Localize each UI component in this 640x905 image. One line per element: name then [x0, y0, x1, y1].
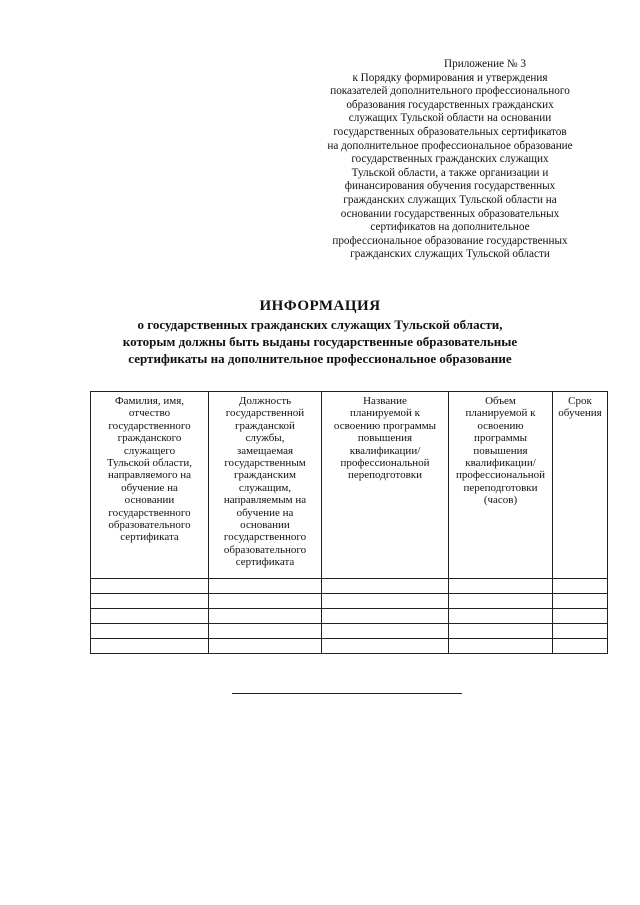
header-line: образовательного [223, 543, 307, 556]
header-line: гражданским [234, 469, 296, 482]
header-line: замещаемая [236, 444, 294, 457]
header-line: обучение на [121, 481, 178, 494]
header-line: направляемым на [223, 494, 307, 507]
table-cell [553, 624, 608, 639]
header-line: повышения [357, 432, 413, 445]
header-line: профессиональной [340, 457, 430, 470]
appendix-line: государственных образовательных сертификатов [333, 125, 567, 138]
appendix-line: образования государственных гражданских [346, 98, 554, 111]
appendix-line: на дополнительное профессиональное образование [327, 139, 573, 152]
header-line: Объем [485, 395, 516, 407]
table-cell [91, 609, 209, 624]
table-row [91, 624, 608, 639]
table-cell [449, 639, 553, 654]
appendix-note [300, 58, 600, 262]
table-cell [322, 579, 449, 594]
table-cell [449, 594, 553, 609]
appendix-line: Приложение № 3 [444, 58, 526, 70]
table-cell [209, 639, 322, 654]
table-row [91, 639, 608, 654]
table-cell [322, 639, 449, 654]
table-row [91, 579, 608, 594]
table-body [91, 579, 608, 654]
table-cell [322, 609, 449, 624]
header-line: образовательного [108, 519, 191, 532]
appendix-line: финансирования обучения государственных [344, 180, 556, 193]
header-line: отчество [128, 407, 171, 420]
header-line: сертификата [120, 531, 179, 544]
header-line: квалификации/ [349, 444, 421, 457]
header-line: Срок [568, 395, 592, 407]
header-line: Фамилия, имя, [114, 395, 184, 407]
appendix-line: основании государственных образовательных [340, 207, 560, 220]
document-subtitle-line: сертификаты на дополнительное профессиональное образование [128, 351, 512, 366]
table-cell [449, 609, 553, 624]
header-line: освоению [477, 419, 524, 432]
header-line: государственного [108, 419, 191, 432]
table-cell [209, 579, 322, 594]
header-line: гражданской [235, 419, 295, 432]
table-cell [322, 594, 449, 609]
header-line: профессиональной [456, 469, 545, 482]
header-line: гражданского [117, 432, 182, 445]
header-line: программы [473, 432, 528, 445]
appendix-line: Тульской области, а также организации и [351, 166, 549, 179]
info-table [90, 391, 608, 654]
appendix-line: к Порядку формирования и утверждения [352, 71, 548, 84]
header-line: переподготовки [348, 469, 422, 482]
header-line: службы, [245, 432, 285, 445]
table-cell [91, 639, 209, 654]
appendix-line: показателей дополнительного профессионального [330, 85, 570, 98]
table-row [91, 609, 608, 624]
header-training-period [553, 392, 608, 579]
header-line: квалификации/ [465, 457, 536, 470]
appendix-line: государственных гражданских служащих [351, 153, 549, 166]
header-position [209, 392, 322, 579]
header-program-volume [449, 392, 553, 579]
end-rule [232, 693, 462, 694]
table-row [91, 594, 608, 609]
table-cell [449, 579, 553, 594]
header-line: государственного [223, 531, 307, 544]
header-line: переподготовки [463, 481, 538, 494]
header-line: освоению программы [333, 419, 437, 432]
header-line: повышения [473, 444, 528, 457]
header-program-name [322, 392, 449, 579]
header-line: служащим, [238, 481, 292, 494]
header-line: основании [124, 494, 175, 507]
appendix-line: профессиональное образование государственных [332, 234, 568, 247]
document-subtitle-line: о государственных гражданских служащих Тульской области, [137, 317, 503, 332]
table-header-row [91, 392, 608, 579]
document-heading [60, 296, 580, 367]
table-cell [553, 609, 608, 624]
header-line: основании [240, 519, 290, 532]
header-line: государственным [224, 457, 306, 470]
table-cell [91, 579, 209, 594]
table-cell [553, 594, 608, 609]
header-full-name [91, 392, 209, 579]
header-line: Название [363, 395, 407, 407]
document-subtitle-line: которым должны быть выданы государственные образовательные [122, 334, 518, 349]
header-line: сертификата [235, 556, 295, 569]
header-line: обучение на [236, 506, 294, 519]
table-cell [209, 624, 322, 639]
header-line: направляемого на [107, 469, 192, 482]
header-line: государственного [108, 506, 191, 519]
table-cell [209, 594, 322, 609]
header-line: государственной [225, 407, 305, 420]
header-line: Тульской области, [106, 457, 193, 470]
table-cell [91, 624, 209, 639]
appendix-line: служащих Тульской области на основании [348, 112, 552, 125]
appendix-line: гражданских служащих Тульской области на [343, 193, 557, 206]
table-cell [322, 624, 449, 639]
document-title: ИНФОРМАЦИЯ [259, 298, 381, 314]
appendix-line: сертификатов на дополнительное [370, 221, 530, 234]
table-cell [449, 624, 553, 639]
header-line: планируемой к [465, 407, 536, 420]
header-line: Должность [238, 395, 292, 407]
header-line: обучения [558, 407, 602, 420]
header-line: (часов) [483, 494, 518, 507]
table-cell [91, 594, 209, 609]
table-cell [553, 639, 608, 654]
header-line: служащего [123, 444, 176, 457]
header-line: планируемой к [349, 407, 421, 420]
table-cell [209, 609, 322, 624]
appendix-line: гражданских служащих Тульской области [350, 248, 550, 261]
table-cell [553, 579, 608, 594]
